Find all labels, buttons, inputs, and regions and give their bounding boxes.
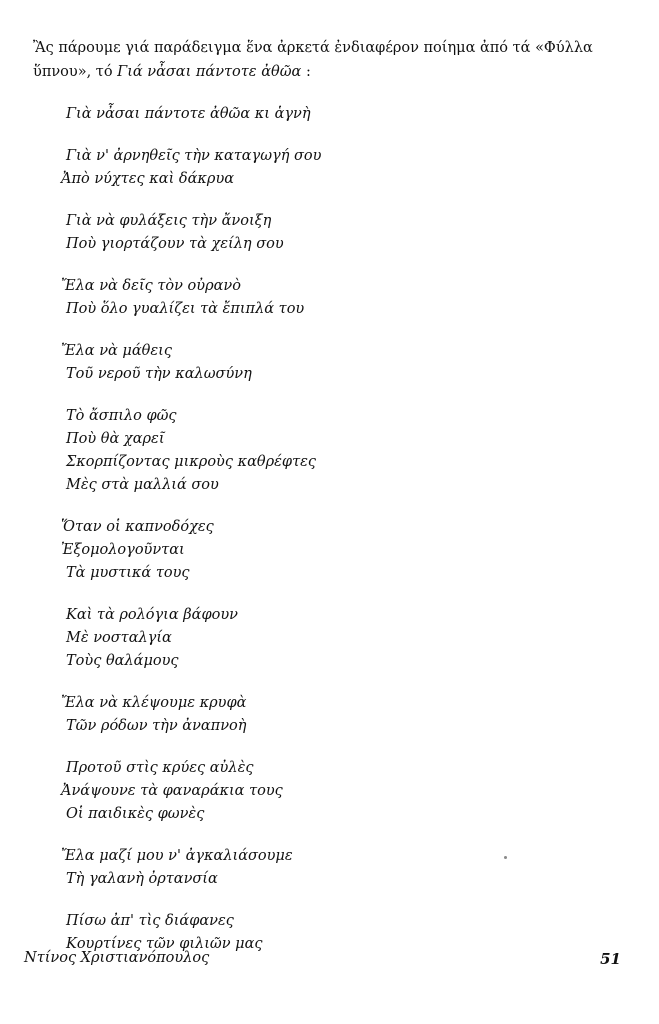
poem-line: Κουρτίνες τῶν φιλιῶν μας xyxy=(66,936,263,952)
poem-line: Ἔλα νὰ δεῖς τὸν οὐρανὸ xyxy=(61,278,241,294)
poem-line: Μὲ νοσταλγία xyxy=(66,630,172,646)
poem-line: Ἀπὸ νύχτες καὶ δάκρυα xyxy=(61,171,235,187)
poem-line: Καὶ τὰ ρολόγια βάφουν xyxy=(66,607,238,623)
page-footer xyxy=(24,950,621,974)
poem-line: Οἱ παιδικὲς φωνὲς xyxy=(66,806,205,822)
poem-line: Σκορπίζοντας μικροὺς καθρέφτες xyxy=(66,454,317,470)
intro-colon: : xyxy=(305,64,311,80)
author-name: Ντίνος Χριστιανόπουλος xyxy=(24,950,210,966)
poem-line: Τῶν ρόδων τὴν ἀναπνοὴ xyxy=(66,718,247,734)
poem-line: Γιὰ νὰ φυλάξεις τὴν ἄνοιξη xyxy=(66,213,272,229)
poem-line: Μὲς στὰ μαλλιά σου xyxy=(66,477,219,493)
poem-line: Γιὰ νἆσαι πάντοτε ἀθῶα κι ἁγνὴ xyxy=(66,106,311,122)
poem-stanza xyxy=(61,692,586,738)
paper-speck xyxy=(504,856,507,859)
poem-stanza xyxy=(61,145,586,191)
page-number: 51 xyxy=(600,950,621,968)
poem-line: Ποὺ θὰ χαρεῖ xyxy=(66,431,165,447)
poem-line: Ἔλα μαζί μου ν' ἀγκαλιάσουμε xyxy=(61,848,293,864)
poem-line: Ἀνάψουνε τὰ φαναράκια τους xyxy=(61,783,283,799)
poem-stanza xyxy=(66,210,586,256)
poem-line: Τὰ μυστικά τους xyxy=(66,565,190,581)
poem-stanza xyxy=(66,604,586,673)
intro-paragraph xyxy=(33,36,618,84)
poem-stanza xyxy=(61,516,586,585)
poem-line: Τὸ ἄσπιλο φῶς xyxy=(66,408,177,424)
poem-stanza xyxy=(61,275,586,321)
poem-line: Τὴ γαλανὴ ὀρτανσία xyxy=(66,871,218,887)
poem-line: Γιὰ ν' ἀρνηθεῖς τὴν καταγωγή σου xyxy=(66,148,322,164)
poem-line: Τοὺς θαλάμους xyxy=(66,653,179,669)
poem-stanza xyxy=(66,103,586,126)
poem-line: Προτοῦ στὶς κρύες αὐλὲς xyxy=(66,760,254,776)
poem-line: Ἐξομολογοῦνται xyxy=(61,542,185,558)
poem-line: Ποὺ ὅλο γυαλίζει τὰ ἔπιπλά του xyxy=(66,301,305,317)
poem-stanza xyxy=(61,845,586,891)
poem-stanza xyxy=(66,405,586,497)
poem xyxy=(61,103,586,975)
poem-line: Ἔλα νὰ κλέψουμε κρυφὰ xyxy=(61,695,247,711)
poem-stanza xyxy=(61,757,586,826)
poem-line: Πίσω ἀπ' τὶς διάφανες xyxy=(66,913,234,929)
poem-stanza xyxy=(61,340,586,386)
poem-line: Ἔλα νὰ μάθεις xyxy=(61,343,172,359)
poem-title-reference: Γιά νἆσαι πάντοτε ἀθῶα xyxy=(117,64,302,80)
poem-line: Ποὺ γιορτάζουν τὰ χείλη σου xyxy=(66,236,284,252)
poem-line: Τοῦ νεροῦ τὴν καλωσύνη xyxy=(66,366,252,382)
poem-line: Ὅταν οἱ καπνοδόχες xyxy=(61,519,214,535)
intro-text: Ἂς πάρουμε γιά παράδειγμα ἕνα ἀρκετά ἐνδιαφέρον ποίημα ἀπό τά «Φύλλα ὕπνου», τό xyxy=(33,40,593,80)
